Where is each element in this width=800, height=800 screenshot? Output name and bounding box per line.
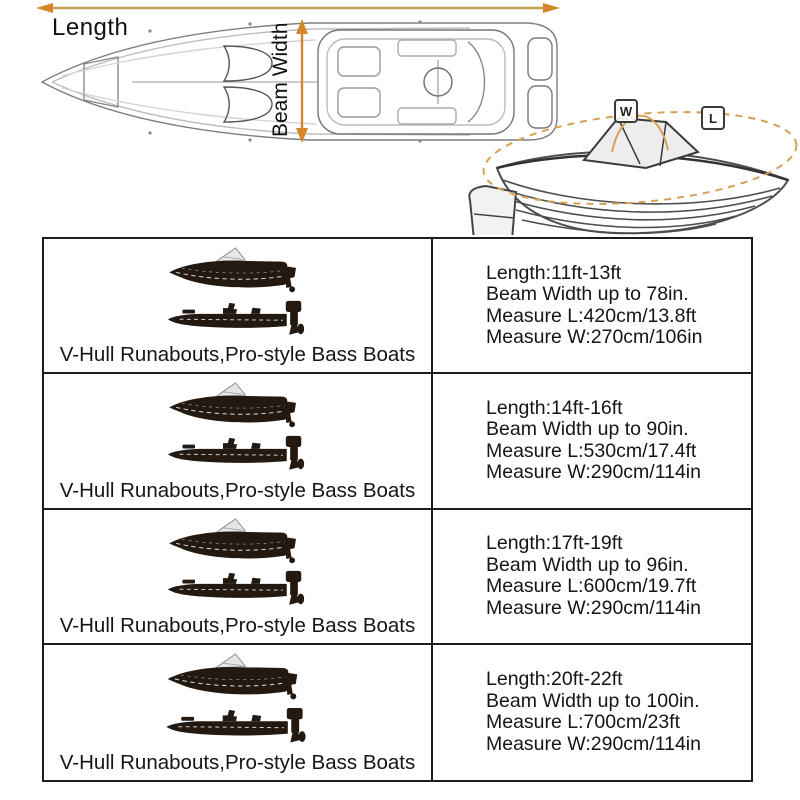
boat-type-cell — [44, 239, 431, 372]
size-table-row — [44, 374, 751, 509]
size-table-row — [44, 645, 751, 780]
bass-boat-silhouette-icon — [160, 568, 315, 609]
length-range: Length:17ft-19ft — [486, 532, 623, 555]
measure-length: Measure L:700cm/23ft — [486, 711, 681, 734]
dimensions-cell — [431, 374, 751, 507]
boat-type-caption: V-Hull Runabouts,Pro-style Bass Boats — [59, 343, 416, 367]
dimensions-cell — [431, 645, 751, 780]
boat-type-cell — [44, 510, 431, 643]
bass-boat-silhouette-icon — [160, 433, 315, 474]
measure-length: Measure L:420cm/13.8ft — [486, 304, 697, 327]
measure-width: Measure W:290cm/114in — [486, 461, 701, 484]
size-table-row — [44, 510, 751, 645]
length-arrow — [36, 3, 560, 13]
size-table-row — [44, 239, 751, 374]
dimensions-cell — [431, 239, 751, 372]
boat-type-caption: V-Hull Runabouts,Pro-style Bass Boats — [59, 613, 416, 637]
runabout-silhouette-icon — [162, 380, 314, 431]
dimensions-cell — [431, 510, 751, 643]
length-tag: L — [701, 106, 725, 130]
beam-width-max: Beam Width up to 78in. — [486, 283, 689, 306]
length-range: Length:11ft-13ft — [486, 261, 622, 284]
bass-boat-silhouette-icon — [160, 705, 315, 746]
length-label: Length — [52, 14, 129, 41]
boat-type-caption: V-Hull Runabouts,Pro-style Bass Boats — [59, 478, 416, 502]
boat-type-cell — [44, 645, 431, 780]
measure-length: Measure L:530cm/17.4ft — [486, 439, 697, 462]
beam-width-max: Beam Width up to 90in. — [486, 418, 689, 441]
runabout-silhouette-icon — [162, 516, 314, 567]
measure-length: Measure L:600cm/19.7ft — [486, 575, 697, 598]
boat-type-caption: V-Hull Runabouts,Pro-style Bass Boats — [59, 751, 416, 774]
beam-width-label: Beam Width — [269, 22, 292, 138]
beam-width-max: Beam Width up to 96in. — [486, 553, 689, 576]
measure-width: Measure W:270cm/106in — [486, 326, 703, 349]
boat-type-cell — [44, 374, 431, 507]
measure-width: Measure W:290cm/114in — [486, 732, 701, 755]
runabout-silhouette-icon — [162, 651, 314, 703]
measure-width: Measure W:290cm/114in — [486, 596, 701, 619]
beam-width-max: Beam Width up to 100in. — [486, 689, 700, 712]
width-tag: W — [614, 99, 638, 123]
length-range: Length:20ft-22ft — [486, 668, 623, 691]
bass-boat-silhouette-icon — [160, 298, 315, 339]
runabout-silhouette-icon — [162, 245, 314, 296]
length-range: Length:14ft-16ft — [486, 396, 623, 419]
size-table — [42, 237, 753, 782]
beam-width-arrow — [296, 19, 308, 143]
